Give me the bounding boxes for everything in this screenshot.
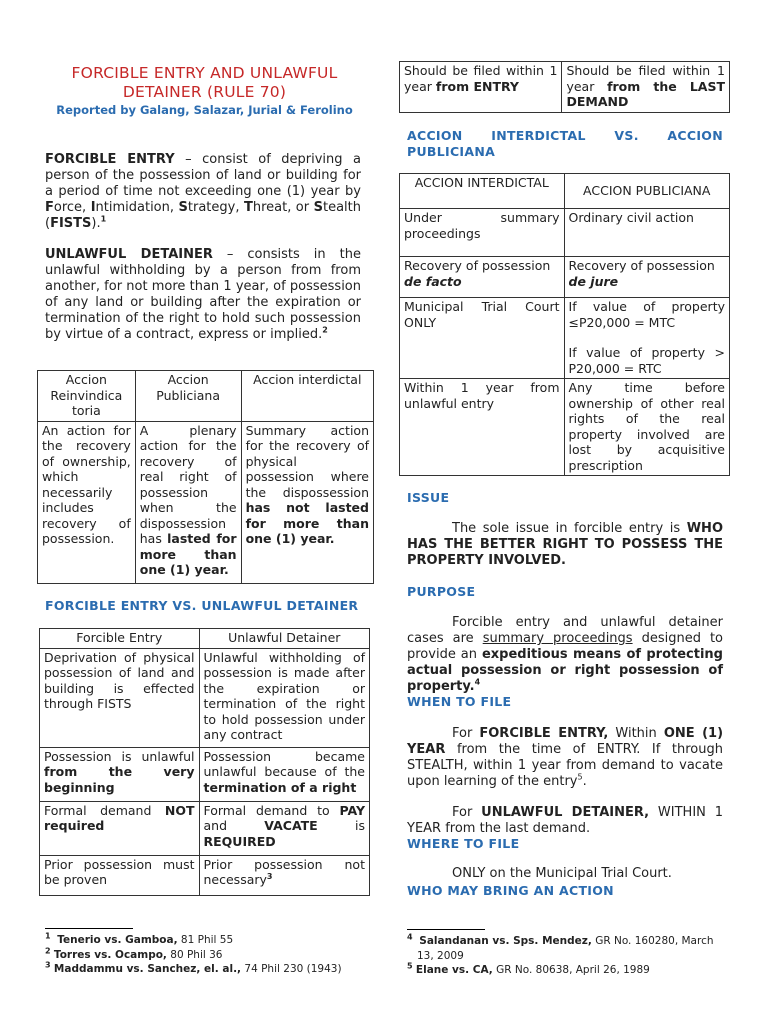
table-row: [40, 648, 370, 747]
footnote-ref-5: 5: [577, 772, 583, 782]
ud-possession-bold: termination of a right: [203, 779, 357, 795]
ud-def-text: – consists in the unlawful withholding by a person from from another, for not more than 1 year, of possession of any land or building after the expiration or termination of the right to hold such possession by virtue of a contract, express or implied.: [45, 247, 361, 342]
footnote-case: Tenerio vs. Gamboa,: [57, 934, 178, 946]
de-jure-text: Recovery of possession: [568, 258, 715, 273]
fe-vs-ud-table: [39, 628, 370, 896]
when-p1-forcible-entry: FORCIBLE ENTRY,: [479, 726, 609, 741]
cell-acquisitive-prescription: Any time before ownership of other real rights of the real property involved are lost by acquisitive prescription: [564, 379, 729, 476]
purpose-text-1: Forcible entry and unlawful detainer cases are: [407, 615, 723, 646]
title-line-1: FORCIBLE ENTRY AND UNLAWFUL: [71, 64, 338, 82]
cell-mtc-only: Municipal Trial Court ONLY: [400, 298, 565, 379]
de-facto-text: Recovery of possession: [404, 258, 551, 273]
purpose-text-2: designed to provide an: [407, 631, 724, 662]
table-row: [38, 421, 374, 583]
header-accion-publiciana: ACCION PUBLICIANA: [564, 174, 729, 209]
footnote-ref-1: 1: [100, 214, 107, 224]
footnote-citation: 74 Phil 230 (1943): [241, 963, 342, 975]
table-row: [400, 379, 730, 476]
fe-demand-text: Formal demand: [44, 802, 165, 818]
fe-possession-bold: from the very beginning: [44, 764, 195, 795]
fe-possession-text: Possession is unlawful: [44, 748, 195, 764]
fists-s: S: [178, 200, 188, 215]
cell-ud-unlawful-possession: [199, 747, 370, 801]
footnote-citation: 80 Phil 36: [166, 948, 223, 961]
table-row: [40, 747, 370, 801]
ud-filing-text: Should be filed within 1 year: [566, 63, 725, 94]
footnote-item: [45, 933, 370, 948]
footnote-ref-3: 3: [266, 871, 273, 881]
cell-ud-prior-possession: [199, 855, 370, 895]
footnote-ref-2: 2: [322, 325, 328, 335]
accion-comparison-table: [37, 370, 374, 584]
fists-i: I: [90, 200, 96, 215]
footnote-case: Salandanan vs. Sps. Mendez,: [419, 935, 592, 947]
when-p1-end: .: [582, 774, 587, 789]
footnote-case: Torres vs. Ocampo,: [53, 948, 167, 961]
footnote-citation: GR No. 160280, March 13, 2009: [417, 935, 714, 962]
cell-interdictal: [241, 421, 373, 583]
value-rtc: If value of property > P20,000 = RTC: [568, 345, 725, 376]
cell-value-jurisdiction: [564, 298, 729, 379]
ud-demand-vacate: VACATE: [264, 818, 318, 833]
forcible-entry-definition: [45, 152, 361, 232]
fists-s2: S: [313, 200, 323, 215]
fe-demand-required: required: [44, 818, 105, 833]
footnote-case: Elane vs. CA,: [415, 964, 493, 976]
when-p1-a: For: [452, 726, 480, 741]
ud-filing-bold: from the LAST DEMAND: [566, 78, 725, 109]
footnote-number: 1: [45, 931, 51, 941]
fe-def-text: – consist of depriving a person of the possession of land or building for a period of time not exceeding one (1) year by: [45, 152, 361, 199]
fists-i-rest: ntimidation,: [95, 200, 179, 215]
heading-who-may-bring: WHO MAY BRING AN ACTION: [407, 883, 614, 898]
when-unlawful-detainer-paragraph: [407, 805, 723, 837]
issue-bold: WHO HAS THE BETTER RIGHT TO POSSESS THE PROPERTY INVOLVED.: [407, 521, 723, 568]
fists-t-rest: hreat, or: [252, 200, 314, 215]
when-p1-one-year: ONE (1) YEAR: [407, 726, 724, 757]
table-header-row: [400, 174, 730, 209]
fe-demand-not: NOT: [164, 802, 195, 818]
table-row: [40, 801, 370, 855]
ud-demand-and: and: [203, 818, 265, 833]
cell-de-facto: [400, 257, 565, 298]
cell-within-one-year: Within 1 year from unlawful entry: [400, 379, 565, 476]
reporters-byline: Reported by Galang, Salazar, Jurial & Ferolino: [56, 103, 353, 117]
cell-fe-prior-possession: Prior possession must be proven: [40, 855, 200, 895]
table-row: [400, 298, 730, 379]
fists-s-rest: trategy,: [187, 200, 244, 215]
accion-interdictal-vs-publiciana-table: [399, 173, 730, 476]
cell-reinvindicatoria: An action for the recovery of ownership, which necessarily includes recovery of possession.: [38, 421, 136, 583]
de-facto-term: de facto: [404, 273, 462, 289]
document-title: [37, 64, 372, 102]
footnote-item: [45, 962, 370, 977]
when-p1-c: Within: [608, 726, 664, 741]
cell-ud-filing: [562, 62, 730, 113]
publiciana-bold: lasted for more than one (1) year.: [139, 531, 237, 577]
when-p2-c: WITHIN 1 YEAR from the last demand.: [407, 805, 723, 836]
header-accion-interdictal: Accion interdictal: [241, 371, 373, 422]
fists-acronym: FISTS: [50, 216, 92, 231]
footnote-divider: [45, 928, 133, 929]
footnote-number: 3: [45, 960, 51, 970]
value-mtc: If value of property ≤P20,000 = MTC: [568, 299, 725, 330]
heading-when-to-file: WHEN TO FILE: [407, 694, 512, 709]
unlawful-detainer-term: UNLAWFUL DETAINER: [45, 247, 213, 262]
footnotes-left: [45, 933, 370, 977]
fists-t: T: [243, 200, 253, 215]
ud-prior-text: Prior possession not necessary: [203, 856, 365, 887]
footnote-citation: 81 Phil 55: [177, 934, 234, 946]
when-p2-a: For: [452, 805, 482, 820]
footnote-citation: GR No. 80638, April 26, 1989: [492, 964, 650, 976]
footnote-item: [407, 963, 727, 978]
heading-fe-vs-ud: FORCIBLE ENTRY VS. UNLAWFUL DETAINER: [45, 598, 359, 613]
where-text: ONLY on the Municipal Trial Court.: [452, 866, 672, 881]
header-forcible-entry: Forcible Entry: [40, 629, 200, 649]
when-forcible-entry-paragraph: [407, 726, 723, 790]
header-unlawful-detainer: Unlawful Detainer: [199, 629, 370, 649]
header-accion-interdictal: ACCION INTERDICTAL: [400, 174, 565, 209]
where-paragraph: [407, 866, 723, 882]
cell-fe-deprivation: Deprivation of physical possession of land and building is effected through FISTS: [40, 648, 200, 747]
footnote-number: 4: [407, 932, 413, 942]
heading-purpose: PURPOSE: [407, 584, 476, 599]
heading-issue: ISSUE: [407, 490, 450, 505]
table-header-row: [38, 371, 374, 422]
cell-ordinary-civil-action: Ordinary civil action: [564, 209, 729, 257]
filing-period-table: [399, 61, 730, 113]
when-p1-e: from the time of ENTRY. If through STEALTH, within 1 year from demand to vacate upon learning of the entry: [407, 742, 723, 789]
issue-text: The sole issue in forcible entry is: [452, 521, 687, 536]
footnote-ref-4: 4: [474, 677, 481, 687]
fists-s2-rest: tealth: [322, 200, 361, 215]
summary-proceedings-underline: summary proceedings: [482, 631, 633, 646]
fists-f: F: [45, 200, 54, 215]
table-row: [400, 257, 730, 298]
forcible-entry-term: FORCIBLE ENTRY: [45, 152, 175, 167]
cell-fe-filing: [400, 62, 562, 113]
footnote-item: [407, 934, 727, 963]
interdictal-text: Summary action for the recovery of physical possession where the dispossession: [245, 422, 369, 500]
footnote-case: Maddammu vs. Sanchez, el. al.,: [53, 963, 242, 975]
footnote-item: [45, 948, 370, 963]
cell-summary-proceedings: Under summary proceedings: [400, 209, 565, 257]
title-line-2: DETAINER (RULE 70): [122, 83, 287, 101]
purpose-paragraph: [407, 615, 723, 695]
cell-de-jure: [564, 257, 729, 298]
footnote-divider: [407, 929, 485, 930]
ud-demand-required: REQUIRED: [203, 833, 276, 849]
footnote-number: 2: [45, 946, 51, 955]
fists-f-rest: orce,: [53, 200, 91, 215]
table-row: [400, 209, 730, 257]
header-accion-reinvindicatoria: Accion Reinvindica toria: [38, 371, 136, 422]
purpose-bold: expeditious means of protecting actual possession or right possession of property.: [407, 647, 723, 694]
publiciana-text: A plenary action for the recovery of real right of possession when the dispossession has: [139, 422, 237, 546]
footnote-number: 5: [407, 961, 413, 971]
acronym-open: (: [45, 216, 51, 231]
header-accion-publiciana: Accion Publiciana: [135, 371, 241, 422]
fe-filing-text: Should be filed within 1 year: [404, 63, 558, 94]
table-header-row: [40, 629, 370, 649]
ud-demand-pay: PAY: [339, 802, 365, 818]
unlawful-detainer-definition: [45, 247, 361, 343]
fe-filing-bold: from ENTRY: [435, 78, 519, 94]
table-row: [40, 855, 370, 895]
ud-possession-text: Possession became unlawful because of the: [203, 748, 365, 779]
ud-demand-a: Formal demand to: [203, 802, 340, 818]
table-row: [400, 62, 730, 113]
acronym-close: ).: [91, 216, 101, 231]
issue-paragraph: [407, 521, 723, 569]
heading-where-to-file: WHERE TO FILE: [407, 836, 520, 851]
de-jure-term: de jure: [568, 273, 619, 289]
footnotes-right: [407, 934, 727, 978]
cell-fe-demand: [40, 801, 200, 855]
cell-ud-demand: [199, 801, 370, 855]
cell-fe-unlawful-possession: [40, 747, 200, 801]
ud-demand-is: is: [317, 818, 365, 833]
cell-publiciana: [135, 421, 241, 583]
interdictal-bold: has not lasted for more than one (1) year.: [245, 500, 369, 546]
when-p2-unlawful-detainer: UNLAWFUL DETAINER,: [481, 805, 650, 820]
heading-accion-interdictal-vs-publiciana: ACCION INTERDICTAL VS. ACCION PUBLICIANA: [407, 128, 723, 159]
cell-ud-withholding: Unlawful withholding of possession is made after the expiration or termination of the right to hold possession under any contract: [199, 648, 370, 747]
